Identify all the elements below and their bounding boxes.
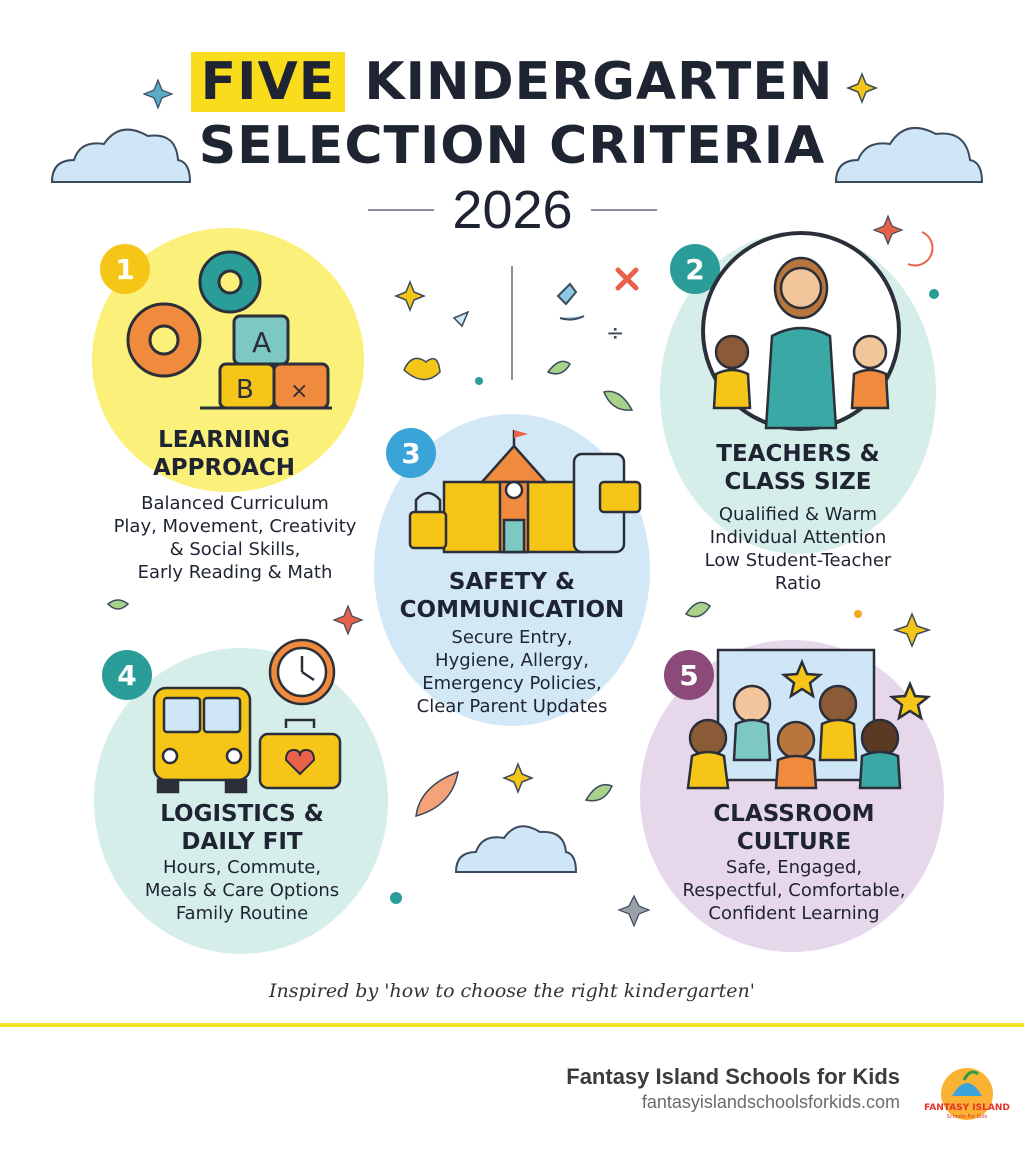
criterion-4-number: 4 [102, 650, 152, 700]
criterion-5-heading-line: CLASSROOM [713, 801, 875, 827]
criterion-5-body-line: Respectful, Comfortable, [682, 880, 906, 901]
footer-divider [0, 1023, 1024, 1027]
bow-icon [404, 358, 440, 379]
sparkle-icon [334, 606, 362, 634]
criterion-2-heading-line: TEACHERS & [716, 441, 880, 467]
leaf-icon [604, 391, 632, 410]
sparkle-icon [895, 614, 929, 646]
title-line-1 [0, 50, 1024, 114]
criterion-4-body-line: Family Routine [175, 903, 309, 924]
svg-text:A: A [252, 326, 272, 359]
criterion-5-body-line: Confident Learning [708, 903, 880, 924]
year-rule-left [368, 209, 434, 211]
clock-mini-icon [908, 232, 932, 265]
leaf-icon [686, 602, 710, 616]
criterion-2-heading [678, 440, 918, 496]
criterion-3-body-line: Hygiene, Allergy, [435, 650, 589, 671]
gears-blocks-icon [118, 244, 338, 420]
microscope-icon [558, 284, 584, 320]
criterion-2-body-line: Qualified & Warm [718, 504, 878, 525]
teacher-children-icon [698, 228, 904, 434]
criterion-1-body-line: Play, Movement, Creativity [113, 516, 357, 537]
dot-icon [390, 892, 402, 904]
criterion-4-heading-line: LOGISTICS & [160, 801, 324, 827]
criterion-3-body-line: Clear Parent Updates [416, 696, 608, 717]
leaf-icon [548, 361, 570, 373]
title-line-2: SELECTION CRITERIA [198, 116, 826, 176]
criterion-2-body-line: Low Student-Teacher [704, 550, 892, 571]
cloud-center-icon [456, 826, 576, 872]
inspired-caption: Inspired by 'how to choose the right kindergarten' [269, 980, 755, 1002]
criterion-5-body [654, 856, 934, 925]
criterion-1-heading-line: APPROACH [152, 455, 296, 481]
x-mark-icon [618, 270, 636, 288]
criterion-1-body-line: Balanced Curriculum [141, 493, 329, 514]
bus-clock-lunchbox-icon [140, 636, 350, 796]
title-year: 2026 [452, 180, 573, 240]
criterion-5-number: 5 [664, 650, 714, 700]
criterion-2-number: 2 [670, 244, 720, 294]
criterion-3-body-line: Secure Entry, [451, 627, 573, 648]
criterion-3-body [384, 626, 640, 718]
leaf-icon [586, 785, 612, 801]
criterion-3-heading [384, 568, 640, 624]
leaf-icon [416, 772, 458, 816]
dot-icon [929, 289, 939, 299]
title-line-1-rest: KINDERGARTEN [364, 52, 834, 112]
criterion-2-heading-line: CLASS SIZE [724, 469, 872, 495]
svg-text:×: × [290, 379, 309, 404]
criterion-4-body-line: Meals & Care Options [144, 880, 340, 901]
criterion-3-heading-line: COMMUNICATION [399, 597, 625, 623]
criterion-3-body-line: Emergency Policies, [422, 673, 602, 694]
criterion-1-number: 1 [100, 244, 150, 294]
svg-text:B: B [236, 375, 254, 405]
brand-url[interactable]: fantasyislandschoolsforkids.com [641, 1092, 900, 1112]
logo-text: FANTASY ISLAND [924, 1103, 1010, 1113]
title-block [0, 50, 1024, 178]
brand-block [566, 1064, 900, 1113]
criterion-2-body-line: Individual Attention [709, 527, 887, 548]
sparkle-icon [619, 896, 649, 926]
dot-icon [475, 377, 483, 385]
criterion-1-body-line: & Social Skills, [169, 539, 301, 560]
school-lock-phone-icon [404, 428, 644, 558]
criterion-4-body [112, 856, 372, 925]
criterion-1-heading [104, 426, 344, 482]
criterion-1-body-line: Early Reading & Math [137, 562, 333, 583]
year-row [355, 180, 670, 240]
sparkle-icon [504, 764, 532, 792]
year-rule-right [591, 209, 657, 211]
brand-logo [924, 1060, 1010, 1126]
sparkle-icon [396, 282, 424, 310]
logo-subtext: Schools For Kids [946, 1114, 988, 1120]
brand-name: Fantasy Island Schools for Kids [566, 1064, 900, 1089]
criterion-1-heading-line: LEARNING [158, 427, 290, 453]
title-highlight: FIVE [191, 52, 346, 112]
happy-children-icon [684, 648, 934, 790]
criterion-2-body [668, 503, 928, 595]
divide-icon: ÷ [606, 321, 625, 346]
criterion-4-heading-line: DAILY FIT [181, 829, 303, 855]
criterion-3-heading-line: SAFETY & [448, 569, 576, 595]
leaf-icon [108, 600, 128, 609]
criterion-3-number: 3 [386, 428, 436, 478]
criterion-5-heading-line: CULTURE [736, 829, 852, 855]
paper-plane-icon [454, 312, 468, 326]
criterion-1-body [90, 492, 380, 584]
criterion-5-heading [674, 800, 914, 856]
criterion-2-body-line: Ratio [774, 573, 822, 594]
criterion-4-body-line: Hours, Commute, [162, 857, 322, 878]
dot-icon [854, 610, 862, 618]
criterion-4-heading [122, 800, 362, 856]
criterion-5-body-line: Safe, Engaged, [725, 857, 863, 878]
